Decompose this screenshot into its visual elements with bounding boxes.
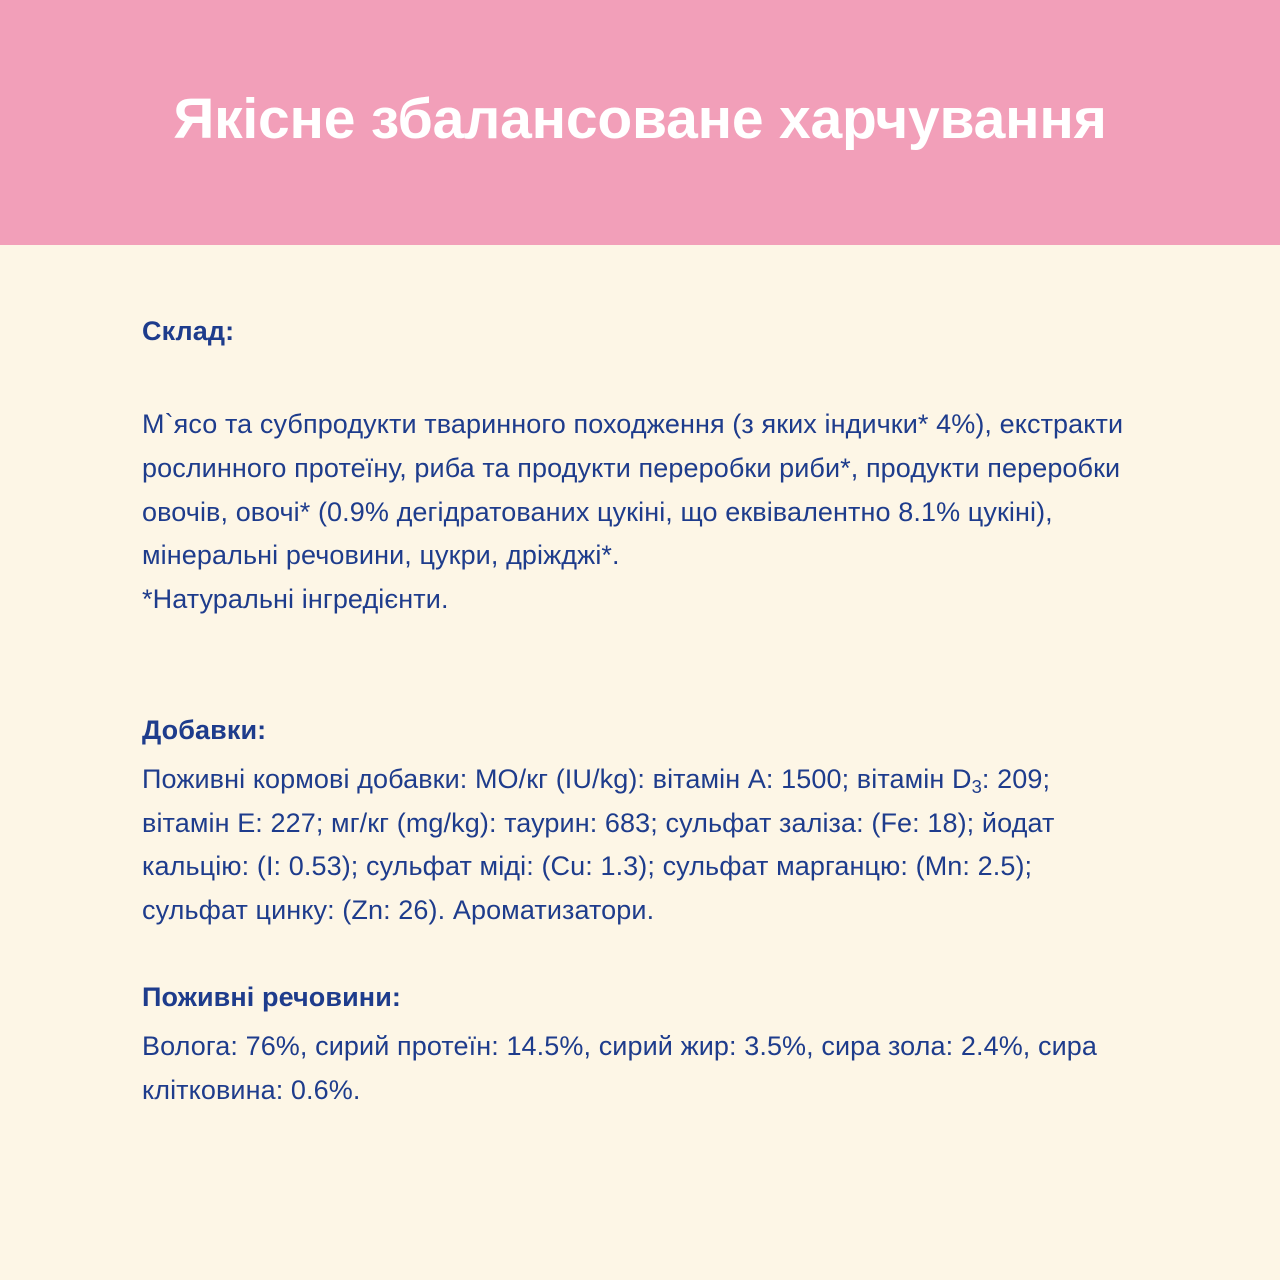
- nutrients-body: Волога: 76%, сирий протеїн: 14.5%, сирий жир: 3.5%, сира зола: 2.4%, сира клітковина: 0.6%.: [142, 1031, 1098, 1106]
- composition-heading: Склад:: [142, 316, 235, 346]
- additives-text-part2: : 209; вітамін E: 227; мг/кг (mg/kg): таурин: 683; сульфат заліза: (Fe: 18); йодат кальцію: (I: 0.53); сульфат міді: (Cu: 1.3); сульфат марганцю: (Mn: 2.5); сульфат цинку: (Zn: 26). Ароматизатори.: [142, 764, 1055, 926]
- nutrients-heading: Поживні речовини:: [142, 981, 401, 1012]
- header-banner: [0, 0, 1280, 245]
- additives-body: [142, 758, 1132, 933]
- section-composition: [142, 313, 1132, 666]
- additives-text-part1: Поживні кормові добавки: МО/кг (IU/kg): вітамін A: 1500; вітамін D: [142, 764, 972, 795]
- vitamin-d3-subscript: 3: [971, 775, 982, 797]
- banner-title: Якісне збалансоване харчування: [173, 87, 1107, 152]
- content-area: [0, 245, 1280, 1113]
- additives-heading: Добавки:: [142, 714, 267, 745]
- composition-body: [142, 359, 1132, 665]
- composition-text: М`ясо та субпродукти тваринного походження (з яких індички* 4%), екстракти рослинного протеїну, риба та продукти переробки риби*, продукти переробки овочів, овочі* (0.9% дегідратованих цукіні, що еквівалентно 8.1% цукіні), мінеральні речовини, цукри, дріжджі*.: [142, 409, 1124, 571]
- composition-footnote: *Натуральні інгредієнти.: [142, 584, 449, 615]
- section-nutrients: [142, 979, 1132, 1113]
- section-additives: [142, 712, 1132, 933]
